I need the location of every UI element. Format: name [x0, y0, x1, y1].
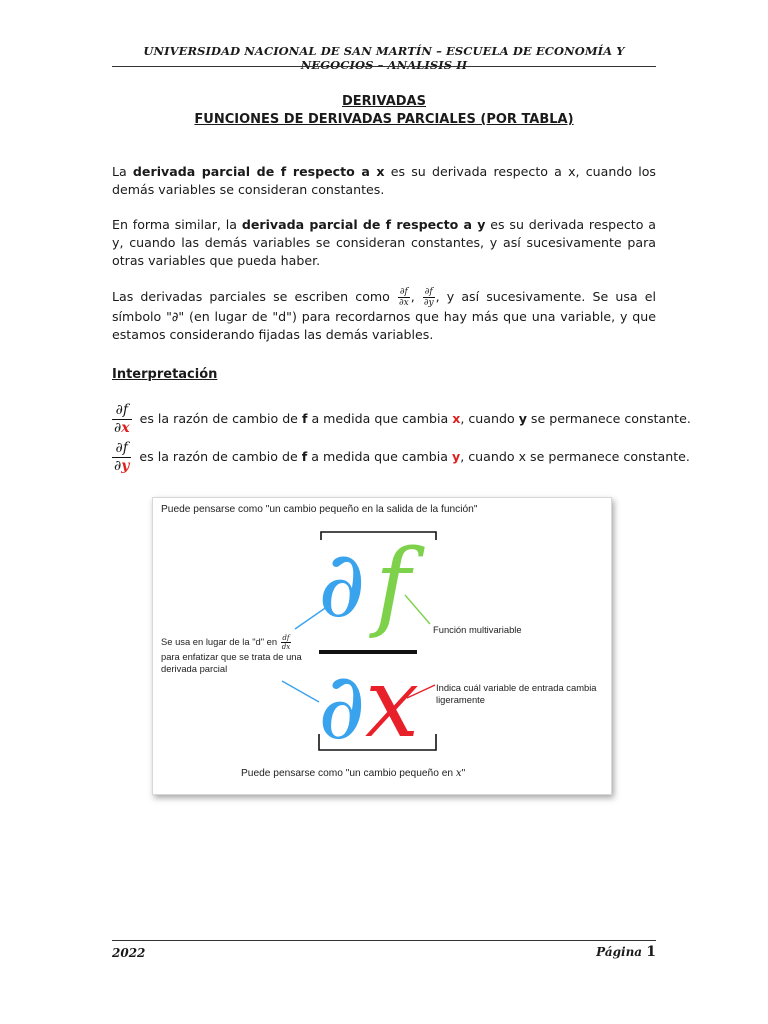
p3-sep: , [410, 289, 422, 304]
i1-other: y [518, 411, 527, 426]
paragraph-notation [112, 287, 656, 344]
pointer-partial-bottom [282, 681, 319, 702]
i1-t4: se permanece constante. [526, 411, 691, 426]
note-left-rest: para enfatizar que se trata de una derivada parcial [161, 651, 302, 674]
footer-rule [112, 940, 656, 941]
fraction-df-dy [423, 287, 435, 308]
footer-year: 2022 [112, 946, 146, 960]
partial-derivative-diagram [152, 497, 612, 795]
page-label: Página [596, 945, 647, 959]
document-header: UNIVERSIDAD NACIONAL DE SAN MARTÍN – ESCUELA DE ECONOMÍA Y NEGOCIOS – ANALISIS II [143, 44, 625, 72]
note-partial-symbol [161, 634, 326, 675]
p3-pre: Las derivadas parciales se escriben como [112, 289, 398, 304]
note-function: Función multivariable [433, 624, 522, 635]
note-frac-den: dx [281, 643, 291, 651]
p3-mid: , y así sucesivamente. Se usa el símbolo "∂" (en lugar de "d") para recordarnos que hay más que una variable, y que estamos considerando fijadas las demás variables. [112, 289, 656, 342]
bottom-caption-close: " [461, 768, 466, 779]
p2-post: es su derivada respecto a y, cuando las demás variables se consideran constantes, y así sucesivamente para otras variables que pueda haber. [112, 217, 657, 268]
i1-t2: a medida que cambia [307, 411, 453, 426]
note-left-text: Se usa en lugar de la "d" en [161, 635, 278, 647]
figure-top-caption: Puede pensarse como "un cambio pequeño en la salida de la función" [161, 504, 478, 515]
big-partial-numerator: ∂ [318, 531, 366, 638]
figure-bottom-caption [241, 768, 465, 779]
i2-t4: se permanece constante. [526, 449, 690, 464]
interpretation-y [112, 440, 752, 475]
i1-t1: es la razón de cambio de [139, 411, 302, 426]
big-x: x [365, 647, 420, 759]
i1-var: x [452, 411, 461, 426]
section-interpretacion: Interpretación [112, 367, 218, 382]
p1-pre: La [112, 164, 133, 179]
frac2-den: ∂y [423, 298, 434, 308]
i2-t1: es la razón de cambio de [139, 449, 302, 464]
fraction-df-dx [398, 287, 410, 308]
i1-den-symbol: ∂ [114, 420, 122, 436]
frac2-num: ∂f [424, 287, 433, 297]
bottom-caption-text: Puede pensarse como "un cambio pequeño en [241, 768, 456, 779]
note-variable: Indica cuál variable de entrada cambia ligeramente [436, 682, 597, 705]
note-frac-num: df [282, 634, 290, 642]
i2-t3: , cuando [460, 449, 519, 464]
footer-page [596, 944, 656, 960]
i2-den-var: y [121, 458, 130, 474]
bottom-caption-var: x [455, 768, 462, 779]
big-f: f [375, 529, 411, 641]
i1-num: ∂f [112, 402, 132, 420]
i2-f: f [301, 449, 308, 464]
frac1-num: ∂f [399, 287, 408, 297]
p1-bold: derivada parcial de f respecto a x [132, 164, 385, 179]
i1-den [112, 420, 132, 437]
note-frac-df-dx [281, 634, 291, 651]
i2-var: y [452, 449, 461, 464]
big-fraction-df-dx [112, 402, 132, 437]
p2-bold: derivada parcial de f respecto a y [241, 217, 486, 232]
i1-t3: , cuando [460, 411, 519, 426]
i1-den-var: x [121, 420, 130, 436]
interpretation-x [112, 402, 752, 437]
big-fraction-df-dy [112, 440, 131, 475]
paragraph-partial-y [112, 216, 656, 270]
i2-other: x [518, 449, 527, 464]
p2-pre: En forma similar, la [112, 217, 242, 232]
i2-den-symbol: ∂ [114, 458, 122, 474]
i2-t2: a medida que cambia [307, 449, 453, 464]
i2-num: ∂f [112, 440, 131, 458]
header-rule [112, 66, 656, 67]
title-subtitle: FUNCIONES DE DERIVADAS PARCIALES (POR TABLA) [194, 112, 574, 127]
i2-den [112, 458, 131, 475]
big-partial-denominator: ∂ [318, 653, 366, 760]
p1-post: es su derivada respecto a x, cuando los demás variables se consideran constantes. [112, 164, 656, 197]
frac1-den: ∂x [399, 298, 409, 308]
title-derivadas: DERIVADAS [342, 94, 426, 109]
page-number: 1 [646, 944, 656, 960]
i1-f: f [301, 411, 308, 426]
paragraph-partial-x [112, 163, 656, 199]
